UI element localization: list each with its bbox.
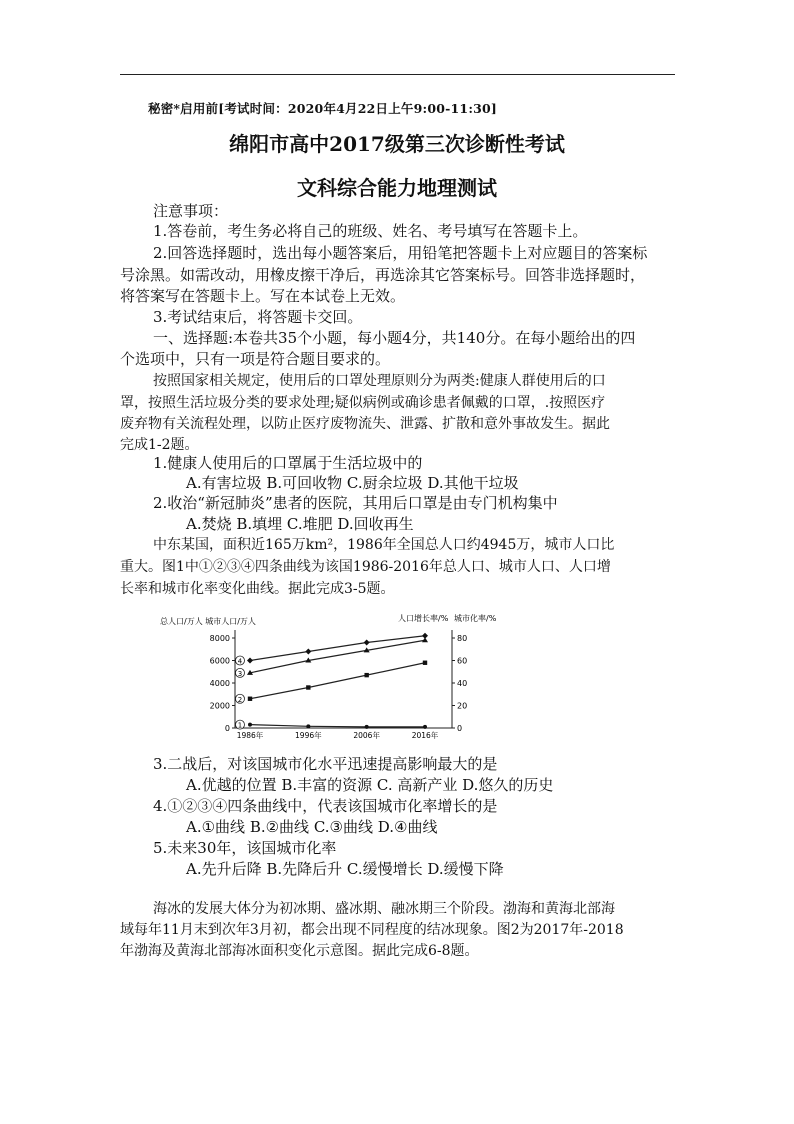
secret-exam-time-line: 秘密*启用前[考试时间：2020年4月22日上午9:00-11:30]	[148, 101, 498, 116]
data-point	[306, 685, 310, 689]
series-label: 4	[237, 657, 243, 666]
x-tick-label: 2016年	[411, 731, 439, 740]
passage-line: 长率和城市化率变化曲线。据此完成3-5题。	[120, 581, 395, 597]
section-instructions: 一、选择题:本卷共35个小题，每小题4分，共140分。在每小题给出的四	[153, 329, 636, 347]
right-axis-label-urbanization: 城市化率/%	[454, 614, 497, 623]
series-label: 1	[237, 721, 243, 730]
series-label: 2	[237, 695, 243, 704]
left-tick-label: 2000	[209, 701, 230, 711]
population-chart	[160, 608, 518, 753]
data-point	[248, 723, 252, 727]
passage-line: 废弃物有关流程处理，以防止医疗废物流失、泄露、扩散和意外事故发生。据此	[120, 416, 610, 432]
x-tick-label: 1996年	[295, 731, 322, 740]
series-line-1	[250, 725, 425, 727]
data-point	[422, 633, 428, 639]
notice-heading: 注意事项：	[153, 202, 229, 220]
question-stem: 2.收治“新冠肺炎”患者的医院，其用后口罩是由专门机构集中	[153, 494, 558, 512]
series-label: 3	[237, 669, 243, 678]
x-tick-label: 1986年	[236, 731, 264, 740]
right-axis-label-growth: 人口增长率/%	[398, 614, 449, 623]
left-tick-label: 4000	[209, 679, 230, 688]
notice-item: 3.考试结束后，将答题卡交回。	[153, 308, 363, 326]
exam-title: 绵阳市高中2017级第三次诊断性考试	[229, 132, 565, 156]
question-options: A.有害垃圾 B.可回收物 C.厨余垃圾 D.其他干垃圾	[186, 474, 519, 492]
data-point	[364, 640, 370, 646]
data-point	[306, 724, 310, 728]
x-tick-label: 2006年	[353, 731, 380, 740]
data-point	[305, 649, 311, 655]
passage-line: 海冰的发展大体分为初冰期、盛冰期、融冰期三个阶段。渤海和黄海北部海	[153, 901, 615, 917]
notice-item: 2.回答选择题时，选出每小题答案后，用铅笔把答题卡上对应题目的答案标	[153, 244, 648, 262]
exam-subtitle: 文科综合能力地理测试	[297, 176, 497, 200]
notice-item: 将答案写在答题卡上。写在本试卷上无效。	[120, 287, 406, 305]
left-tick-label: 0	[224, 724, 230, 733]
data-point	[364, 673, 368, 677]
left-axis-label: 总人口/万人 城市人口/万人	[160, 617, 256, 626]
left-tick-label: 6000	[209, 656, 230, 666]
passage-line: 域每年11月末到次年3月初，都会出现不同程度的结冰现象。图2为2017年-2018	[120, 922, 624, 938]
question-options: A.焚烧 B.填埋 C.堆肥 D.回收再生	[186, 515, 414, 533]
right-tick-label: 40	[457, 679, 468, 688]
passage-line: 罩，按照生活垃圾分类的要求处理;疑似病例或确诊患者佩戴的口罩，.按照医疗	[120, 395, 606, 411]
right-tick-label: 20	[457, 701, 468, 711]
question-stem: 5.未来30年，该国城市化率	[153, 839, 337, 857]
left-tick-label: 8000	[209, 634, 230, 643]
notice-item: 1.答卷前，考生务必将自己的班级、姓名、考号填写在答题卡上。	[153, 222, 588, 240]
passage-line: 中东某国，面积近165万km²，1986年全国总人口约4945万，城市人口比	[153, 537, 615, 553]
data-point	[423, 725, 427, 729]
question-stem: 4.①②③④四条曲线中，代表该国城市化率增长的是	[153, 797, 498, 815]
right-tick-label: 0	[457, 724, 463, 733]
passage-line: 按照国家相关规定，使用后的口罩处理原则分为两类:健康人群使用后的口	[153, 373, 606, 389]
section-instructions: 个选项中，只有一项是符合题目要求的。	[120, 350, 391, 368]
series-line-2	[250, 663, 425, 699]
right-tick-label: 80	[457, 634, 468, 643]
passage-line: 年渤海及黄海北部海冰面积变化示意图。据此完成6-8题。	[120, 943, 479, 959]
question-options: A.①曲线 B.②曲线 C.③曲线 D.④曲线	[186, 818, 438, 836]
question-stem: 1.健康人使用后的口罩属于生活垃圾中的	[153, 454, 423, 472]
data-point	[247, 658, 253, 664]
data-point	[248, 697, 252, 701]
right-tick-label: 60	[457, 656, 468, 666]
series-line-4	[250, 636, 425, 661]
data-point	[423, 661, 427, 665]
question-options: A.先升后降 B.先降后升 C.缓慢增长 D.缓慢下降	[186, 860, 504, 878]
question-options: A.优越的位置 B.丰富的资源 C. 高新产业 D.悠久的历史	[186, 776, 554, 794]
passage-line: 重大。图1中①②③④四条曲线为该国1986-2016年总人口、城市人口、人口增	[120, 559, 611, 575]
data-point	[365, 725, 369, 729]
passage-line: 完成1-2题。	[120, 437, 199, 453]
top-rule	[120, 74, 675, 75]
question-stem: 3.二战后，对该国城市化水平迅速提高影响最大的是	[153, 755, 498, 773]
notice-item: 号涂黑。如需改动，用橡皮擦干净后，再选涂其它答案标号。回答非选择题时，	[120, 266, 646, 284]
